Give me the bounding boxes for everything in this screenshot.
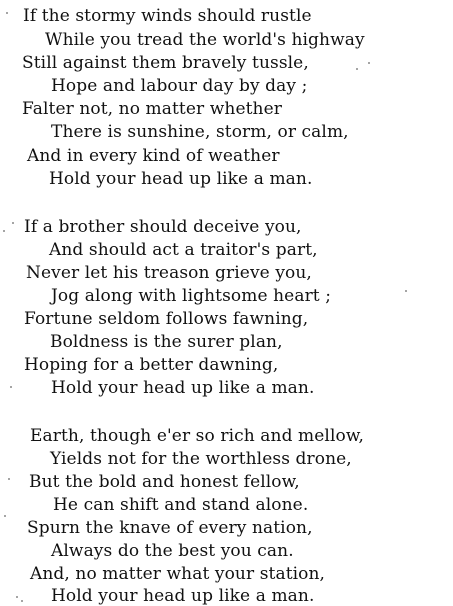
stanza-2-line-7: Hoping for a better dawning, [24, 355, 279, 375]
print-speck [10, 386, 12, 388]
print-speck [12, 222, 14, 224]
stanza-1-line-1: If the stormy winds should rustle [23, 6, 312, 26]
stanza-2-line-1: If a brother should deceive you, [24, 217, 302, 237]
print-speck [6, 12, 8, 14]
stanza-1-line-8: Hold your head up like a man. [49, 169, 313, 189]
stanza-3-line-3: But the bold and honest fellow, [29, 472, 300, 492]
print-speck [4, 515, 6, 517]
stanza-3-line-5: Spurn the knave of every nation, [27, 518, 313, 538]
stanza-2-line-5: Fortune seldom follows fawning, [24, 309, 309, 329]
print-speck [8, 478, 10, 480]
stanza-1-line-6: There is sunshine, storm, or calm, [51, 122, 349, 142]
print-speck [368, 62, 370, 64]
print-speck [405, 290, 407, 292]
stanza-3-line-1: Earth, though e'er so rich and mellow, [30, 426, 364, 446]
stanza-1-line-2: While you tread the world's highway [45, 30, 365, 50]
stanza-2-line-6: Boldness is the surer plan, [50, 332, 283, 352]
stanza-1-line-7: And in every kind of weather [27, 146, 280, 166]
stanza-2-line-8: Hold your head up like a man. [51, 378, 315, 398]
stanza-2-line-2: And should act a traitor's part, [49, 240, 318, 260]
stanza-3-line-7: And, no matter what your station, [30, 564, 326, 584]
print-speck [3, 230, 5, 232]
stanza-1-line-5: Falter not, no matter whether [22, 99, 282, 119]
stanza-1-line-3: Still against them bravely tussle, [22, 53, 309, 73]
print-speck [21, 600, 23, 602]
stanza-3-line-8: Hold your head up like a man. [51, 586, 315, 606]
print-speck [16, 596, 18, 598]
stanza-2-line-4: Jog along with lightsome heart ; [51, 286, 332, 306]
stanza-2-line-3: Never let his treason grieve you, [26, 263, 312, 283]
stanza-1-line-4: Hope and labour day by day ; [51, 76, 308, 96]
stanza-3-line-2: Yields not for the worthless drone, [50, 449, 352, 469]
print-speck [356, 68, 358, 70]
stanza-3-line-6: Always do the best you can. [51, 541, 294, 561]
stanza-3-line-4: He can shift and stand alone. [53, 495, 309, 515]
